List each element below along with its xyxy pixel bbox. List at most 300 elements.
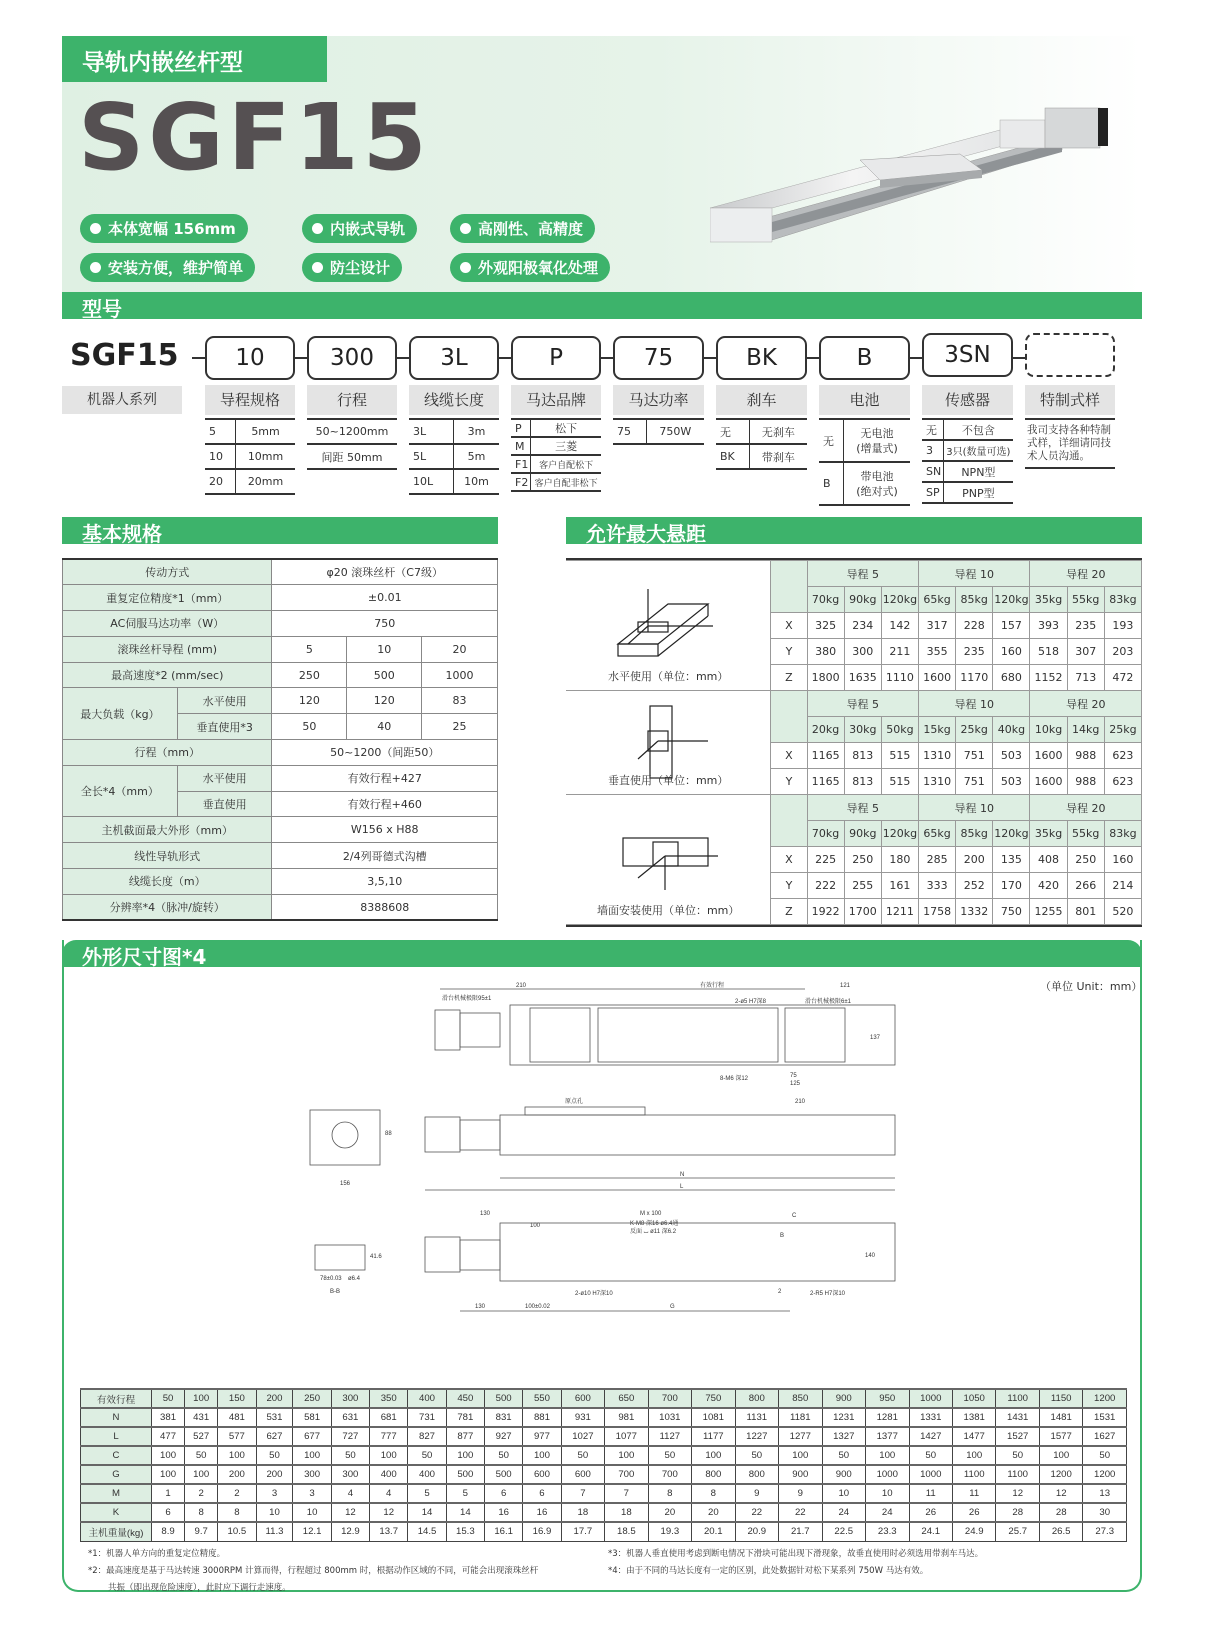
dim-value: 50 [408, 1446, 446, 1465]
dim-value: 24.9 [952, 1522, 995, 1541]
dim-value: 1227 [735, 1427, 778, 1446]
dim-row-label: L [81, 1427, 152, 1446]
spec-value: 40 [347, 714, 422, 740]
spec-value: 10 [347, 636, 422, 662]
overhang-value: 503 [993, 769, 1030, 795]
spec-label: 行程（mm） [63, 740, 272, 766]
dim-label: 130 [480, 1211, 491, 1217]
dim-value: 16.9 [523, 1522, 561, 1541]
opt-key: 3L [409, 419, 453, 444]
overhang-value: 255 [844, 873, 881, 899]
stroke-header: 300 [331, 1389, 369, 1408]
dim-value: 931 [561, 1408, 604, 1427]
overhang-value: 355 [919, 639, 956, 665]
opt-val: 50~1200mm [307, 419, 397, 444]
dim-value: 1031 [648, 1408, 691, 1427]
section-title-overhang: 允许最大悬距 [566, 517, 1142, 544]
axis-label: Y [771, 769, 807, 795]
dim-value: 17.7 [561, 1522, 604, 1541]
overhang-value: 200 [956, 847, 993, 873]
dim-value: 16.1 [485, 1522, 523, 1541]
opt-val: 客户自配松下 [531, 455, 601, 473]
load-header: 120kg [881, 821, 918, 847]
stroke-header: 1200 [1083, 1389, 1127, 1408]
dim-value: 1000 [866, 1465, 909, 1484]
dim-value: 9 [779, 1484, 822, 1503]
dim-value: 727 [331, 1427, 369, 1446]
opt-key: B [819, 462, 843, 505]
dim-value: 26 [909, 1503, 952, 1522]
dim-row [81, 1503, 1127, 1522]
overhang-value: 235 [956, 639, 993, 665]
spec-sublabel: 水平使用 [177, 688, 272, 714]
spec-value: 5 [272, 636, 347, 662]
dim-value: 11 [952, 1484, 995, 1503]
stroke-header: 550 [523, 1389, 561, 1408]
dim-value: 50 [331, 1446, 369, 1465]
dim-value: 3 [293, 1484, 331, 1503]
dim-value: 100 [152, 1446, 185, 1465]
dim-value: 1427 [909, 1427, 952, 1446]
dim-row-label: M [81, 1484, 152, 1503]
dim-value: 300 [293, 1465, 331, 1484]
dim-value: 1027 [561, 1427, 604, 1446]
options-stroke [307, 418, 397, 470]
dim-value: 50 [1083, 1446, 1127, 1465]
dim-header-row [81, 1389, 1127, 1408]
dim-value: 1081 [692, 1408, 735, 1427]
dim-value: 30 [1083, 1503, 1127, 1522]
dim-label: 88 [385, 1131, 392, 1137]
lead-header: 导程 10 [919, 795, 1030, 821]
spec-value: 50 [272, 714, 347, 740]
dim-label: 130 [475, 1304, 486, 1310]
spec-sublabel: 垂直使用*3 [177, 714, 272, 740]
lead-header: 导程 20 [1030, 561, 1142, 587]
dim-label: 2-R5 H7深10 [810, 1291, 846, 1297]
dim-value: 1527 [996, 1427, 1039, 1446]
stroke-header: 100 [185, 1389, 218, 1408]
load-header: 90kg [844, 587, 881, 613]
spec-value: 1000 [422, 662, 498, 688]
spec-sublabel: 垂直使用 [177, 791, 272, 817]
dim-label: 滑台机械极限6±1 [805, 999, 851, 1005]
dim-value: 600 [523, 1465, 561, 1484]
dim-value: 481 [218, 1408, 256, 1427]
spec-value: φ20 滚珠丝杆（C7级） [272, 559, 498, 585]
dim-value: 100 [185, 1465, 218, 1484]
dim-value: 1477 [952, 1427, 995, 1446]
dim-value: 500 [446, 1465, 484, 1484]
dim-value: 900 [822, 1465, 865, 1484]
overhang-value: 325 [807, 613, 844, 639]
dim-value: 100 [952, 1446, 995, 1465]
overhang-value: 380 [807, 639, 844, 665]
dash [807, 357, 819, 359]
column-label: 刹车 [716, 385, 807, 415]
model-title: SGF15 [78, 84, 431, 191]
dim-value: 927 [485, 1427, 523, 1446]
opt-key: F2 [511, 473, 531, 491]
overhang-value: 307 [1067, 639, 1104, 665]
overhang-lead-row [566, 795, 1142, 821]
dim-value: 977 [523, 1427, 561, 1446]
overhang-value: 623 [1104, 743, 1141, 769]
opt-val: 无电池 (增量式) [843, 419, 910, 462]
spec-row [63, 662, 498, 688]
dim-value: 12 [996, 1484, 1039, 1503]
overhang-value: 1310 [919, 769, 956, 795]
overhang-value: 250 [844, 847, 881, 873]
dim-value: 2 [185, 1484, 218, 1503]
load-header: 85kg [956, 587, 993, 613]
overhang-value: 1700 [844, 899, 881, 925]
dim-value: 1381 [952, 1408, 995, 1427]
overhang-value: 623 [1104, 769, 1141, 795]
dim-value: 12.9 [331, 1522, 369, 1541]
spec-row [63, 740, 498, 766]
dim-value: 10 [293, 1503, 331, 1522]
overhang-lead-row [566, 561, 1142, 587]
dim-value: 981 [605, 1408, 648, 1427]
spec-label: 线缆长度（m） [63, 869, 272, 895]
dim-value: 12 [1039, 1484, 1082, 1503]
overhang-value: 1758 [919, 899, 956, 925]
dim-value: 777 [370, 1427, 408, 1446]
dim-value: 677 [293, 1427, 331, 1446]
stroke-header: 500 [485, 1389, 523, 1408]
dim-value: 10.5 [218, 1522, 256, 1541]
dim-value: 800 [735, 1465, 778, 1484]
spec-value: 250 [272, 662, 347, 688]
options-lead [205, 418, 295, 495]
overhang-value: 751 [956, 769, 993, 795]
axis-header [771, 691, 807, 743]
spec-value: W156 x H88 [272, 817, 498, 843]
dim-value: 8.9 [152, 1522, 185, 1541]
dim-value: 28 [996, 1503, 1039, 1522]
dim-value: 11.3 [256, 1522, 293, 1541]
dim-value: 12 [370, 1503, 408, 1522]
stroke-header: 850 [779, 1389, 822, 1408]
dim-value: 50 [185, 1446, 218, 1465]
spec-value: 25 [422, 714, 498, 740]
spec-label: 线性导轨形式 [63, 843, 272, 869]
overhang-value: 515 [881, 769, 918, 795]
dim-value: 400 [370, 1465, 408, 1484]
horizontal-axis-diagram [608, 584, 728, 664]
opt-key: F1 [511, 455, 531, 473]
spec-value: 有效行程+460 [272, 791, 498, 817]
dim-value: 381 [152, 1408, 185, 1427]
spec-value: 8388608 [272, 894, 498, 920]
dim-value: 1177 [692, 1427, 735, 1446]
code-box-cable: 3L [409, 336, 499, 380]
dim-value: 50 [996, 1446, 1039, 1465]
dim-label: 210 [795, 1099, 806, 1105]
dim-value: 827 [408, 1427, 446, 1446]
opt-key: SN [922, 461, 943, 482]
dim-row [81, 1446, 1127, 1465]
bottom-view [315, 1211, 895, 1311]
column-label: 导程规格 [205, 385, 295, 415]
dim-value: 12.1 [293, 1522, 331, 1541]
overhang-value: 680 [993, 665, 1030, 691]
load-header: 25kg [1104, 717, 1141, 743]
load-header: 120kg [993, 587, 1030, 613]
dim-row [81, 1484, 1127, 1503]
dim-row [81, 1465, 1127, 1484]
stroke-header: 200 [256, 1389, 293, 1408]
overhang-value: 252 [956, 873, 993, 899]
dim-label: 121 [840, 983, 851, 989]
overhang-value: 161 [881, 873, 918, 899]
dim-label: 滑台机械极限95±1 [442, 996, 492, 1002]
load-header: 120kg [881, 587, 918, 613]
dim-value: 100 [692, 1446, 735, 1465]
dim-value: 1277 [779, 1427, 822, 1446]
dim-value: 1 [152, 1484, 185, 1503]
feature-pill: 内嵌式导轨 [302, 214, 417, 243]
overhang-value: 1635 [844, 665, 881, 691]
dim-value: 531 [256, 1408, 293, 1427]
dim-value: 1127 [648, 1427, 691, 1446]
overhang-value: 193 [1104, 613, 1141, 639]
dash [295, 357, 307, 359]
code-box-motor-power: 75 [613, 336, 704, 380]
dim-row [81, 1408, 1127, 1427]
overhang-value: 1165 [807, 743, 844, 769]
dim-value: 900 [779, 1465, 822, 1484]
dimension-drawing [300, 975, 900, 1385]
overhang-value: 157 [993, 613, 1030, 639]
axis-label: Z [771, 665, 807, 691]
overhang-value: 211 [881, 639, 918, 665]
dim-label: 100 [530, 1223, 541, 1229]
dim-label: G [670, 1304, 675, 1310]
dim-value: 19.3 [648, 1522, 691, 1541]
overhang-value: 1255 [1030, 899, 1067, 925]
dim-value: 1481 [1039, 1408, 1082, 1427]
overhang-value: 503 [993, 743, 1030, 769]
dim-value: 1627 [1083, 1427, 1127, 1446]
options-custom [1025, 418, 1115, 469]
series-code: SGF15 [70, 338, 179, 373]
overhang-value: 266 [1067, 873, 1104, 899]
dim-label: 2-ø5 H7深8 [735, 999, 767, 1005]
dim-value: 1200 [1083, 1465, 1127, 1484]
dash [1013, 357, 1025, 359]
dim-value: 24 [866, 1503, 909, 1522]
load-header: 83kg [1104, 821, 1141, 847]
overhang-value: 1600 [919, 665, 956, 691]
code-box-stroke: 300 [307, 336, 397, 380]
load-header: 55kg [1067, 587, 1104, 613]
diagram-caption: 墙面安装使用（单位：mm） [596, 904, 740, 917]
axis-label: Y [771, 639, 807, 665]
feature-pill: 外观阳极氧化处理 [450, 253, 610, 282]
opt-val: 3m [453, 419, 499, 444]
opt-key: 10 [205, 444, 236, 469]
stroke-header: 1100 [996, 1389, 1039, 1408]
dash [499, 357, 511, 359]
overhang-value: 317 [919, 613, 956, 639]
dim-value: 7 [605, 1484, 648, 1503]
dim-value: 1181 [779, 1408, 822, 1427]
opt-val: 带电池 (绝对式) [843, 462, 910, 505]
axis-label: X [771, 847, 807, 873]
dim-label: 125 [790, 1081, 801, 1087]
overhang-value: 713 [1067, 665, 1104, 691]
dim-value: 1531 [1083, 1408, 1127, 1427]
dim-value: 26.5 [1039, 1522, 1082, 1541]
dim-value: 50 [256, 1446, 293, 1465]
opt-val: 5mm [236, 419, 295, 444]
dim-row-label: N [81, 1408, 152, 1427]
opt-key: SP [922, 482, 943, 503]
section-title-basic-spec: 基本规格 [62, 517, 498, 544]
dim-value: 500 [485, 1465, 523, 1484]
opt-val: 20mm [236, 469, 295, 494]
opt-key: P [511, 419, 531, 437]
load-header: 83kg [1104, 587, 1141, 613]
series-label: 机器人系列 [62, 386, 182, 414]
opt-key: 5L [409, 444, 453, 469]
dim-value: 8 [692, 1484, 735, 1503]
dim-value: 4 [331, 1484, 369, 1503]
spec-row [63, 636, 498, 662]
overhang-value: 472 [1104, 665, 1141, 691]
dim-value: 1281 [866, 1408, 909, 1427]
dim-value: 4 [370, 1484, 408, 1503]
overhang-value: 1152 [1030, 665, 1067, 691]
dim-value: 600 [561, 1465, 604, 1484]
opt-val: 我司支持各种特制式样，详细请同技术人员沟通。 [1025, 419, 1115, 468]
overhang-value: 225 [807, 847, 844, 873]
dim-value: 14.5 [408, 1522, 446, 1541]
footnote: *4：由于不同的马达长度有一定的区别，此处数据针对松下某系列 750W 马达有效。 [608, 1566, 929, 1576]
load-header: 30kg [844, 717, 881, 743]
column-label: 马达功率 [613, 385, 704, 415]
dim-row [81, 1427, 1127, 1446]
stroke-header: 900 [822, 1389, 865, 1408]
dim-value: 20.1 [692, 1522, 735, 1541]
stroke-header: 450 [446, 1389, 484, 1408]
dim-label: 140 [865, 1253, 876, 1259]
diagram-caption: 水平使用（单位：mm） [607, 670, 729, 683]
dim-value: 28 [1039, 1503, 1082, 1522]
opt-key: 3 [922, 440, 943, 461]
spec-label: 最大负载（kg） [63, 688, 178, 740]
dim-label: ø6.4 [348, 1276, 361, 1282]
dim-value: 11 [909, 1484, 952, 1503]
overhang-value: 1922 [807, 899, 844, 925]
load-header: 14kg [1067, 717, 1104, 743]
stroke-header: 1150 [1039, 1389, 1082, 1408]
dim-label: 有效行程 [700, 983, 725, 989]
dim-value: 27.3 [1083, 1522, 1127, 1541]
dim-value: 50 [735, 1446, 778, 1465]
dim-value: 14 [408, 1503, 446, 1522]
dim-label: B [780, 1233, 785, 1239]
overhang-value: 333 [919, 873, 956, 899]
code-box-sensor: 3SN [922, 333, 1013, 377]
spec-row [63, 765, 498, 791]
dim-label: 75 [790, 1073, 797, 1079]
dim-value: 527 [185, 1427, 218, 1446]
dim-label: L [680, 1184, 684, 1190]
code-box-brake: BK [716, 336, 807, 380]
dim-value: 1077 [605, 1427, 648, 1446]
overhang-diagram-cell [566, 795, 771, 925]
spec-label: 传动方式 [63, 559, 272, 585]
dim-value: 877 [446, 1427, 484, 1446]
overhang-value: 750 [993, 899, 1030, 925]
overhang-value: 393 [1030, 613, 1067, 639]
overhang-value: 988 [1067, 743, 1104, 769]
load-header: 65kg [919, 821, 956, 847]
stroke-header: 250 [293, 1389, 331, 1408]
load-header: 70kg [807, 587, 844, 613]
overhang-value: 420 [1030, 873, 1067, 899]
overhang-value: 235 [1067, 613, 1104, 639]
overhang-value: 222 [807, 873, 844, 899]
dim-value: 50 [822, 1446, 865, 1465]
column-label: 马达品牌 [511, 385, 601, 415]
overhang-table [566, 558, 1142, 927]
spec-value: 500 [347, 662, 422, 688]
dim-value: 13 [1083, 1484, 1127, 1503]
dim-value: 21.7 [779, 1522, 822, 1541]
dim-value: 18.5 [605, 1522, 648, 1541]
dim-value: 800 [692, 1465, 735, 1484]
spec-row [63, 843, 498, 869]
dim-value: 1000 [909, 1465, 952, 1484]
dim-value: 20 [692, 1503, 735, 1522]
dim-value: 100 [523, 1446, 561, 1465]
overhang-value: 1800 [807, 665, 844, 691]
spec-value: 750 [272, 611, 498, 637]
spec-row [63, 869, 498, 895]
footnote: *1：机器人单方向的重复定位精度。 [88, 1549, 226, 1559]
dim-value: 200 [218, 1465, 256, 1484]
overhang-value: 751 [956, 743, 993, 769]
axis-header [771, 561, 807, 613]
dim-label: 8-M6 深12 [720, 1076, 749, 1082]
dim-label: 2-ø10 H7深10 [575, 1291, 613, 1297]
section-title-model: 型号 [62, 292, 1142, 319]
opt-val: 10m [453, 469, 499, 494]
stroke-header: 950 [866, 1389, 909, 1408]
stroke-header: 1000 [909, 1389, 952, 1408]
axis-header [771, 795, 807, 847]
overhang-value: 228 [956, 613, 993, 639]
load-header: 55kg [1067, 821, 1104, 847]
overhang-value: 180 [881, 847, 918, 873]
dim-value: 700 [648, 1465, 691, 1484]
dim-label: 2 [778, 1289, 782, 1295]
dim-value: 22.5 [822, 1522, 865, 1541]
feature-pill: 安装方便，维护简单 [80, 253, 255, 282]
overhang-value: 1165 [807, 769, 844, 795]
dim-value: 8 [648, 1484, 691, 1503]
dim-value: 100 [370, 1446, 408, 1465]
spec-row [63, 688, 498, 714]
column-label: 行程 [307, 385, 397, 415]
load-header: 40kg [993, 717, 1030, 743]
dim-value: 1327 [822, 1427, 865, 1446]
dash [192, 357, 206, 359]
